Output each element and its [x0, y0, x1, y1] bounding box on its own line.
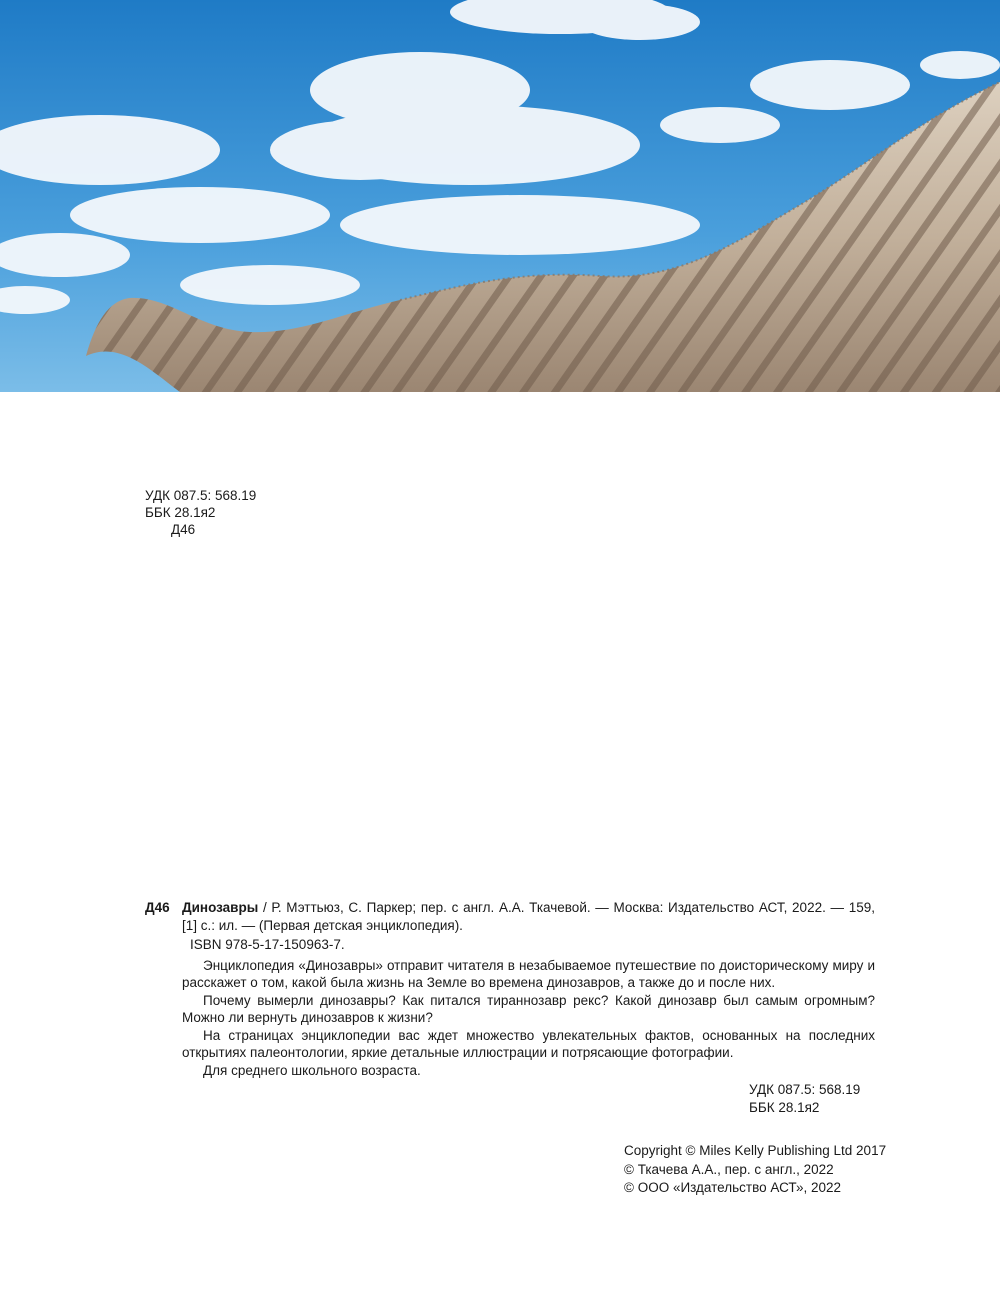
- header-banner-image: [0, 0, 1000, 392]
- audience-note: Для среднего школьного возраста.: [203, 1062, 421, 1078]
- annotation-paragraph: Энциклопедия «Динозавры» отправит читателя в незабываемое путешествие по доисторическому миру и расскажет о том, какой была жизнь на Земле во времена динозавров, а также до и после них.: [182, 957, 875, 990]
- annotation-paragraph: На страницах энциклопедии вас ждет множество увлекательных фактов, основанных на последних открытиях палеонтологии, яркие детальные иллюстрации и потрясающие фотографии.: [182, 1027, 875, 1060]
- annotation-paragraph: Почему вымерли динозавры? Как питался тираннозавр рекс? Какой динозавр был самым огромным? Можно ли вернуть динозавров к жизни?: [182, 992, 875, 1025]
- udk-code: УДК 087.5: 568.19: [145, 488, 257, 503]
- copyright-line: © ООО «Издательство АСТ», 2022: [624, 1180, 842, 1195]
- book-description: / Р. Мэттьюз, С. Паркер; пер. с англ. А.А. Ткачевой. — Москва: Издательство АСТ, 2022. — 159, [1] с.: ил. — (Первая детская энциклопедия).: [182, 900, 875, 933]
- catalog-codes-bottom: [749, 1081, 860, 1117]
- copyright-line: © Ткачева А.А., пер. с англ., 2022: [624, 1161, 834, 1177]
- author-mark: Д46: [171, 522, 196, 537]
- bibliographic-record: [145, 899, 875, 1079]
- copyright-block: [624, 1142, 886, 1198]
- sky-dinosaur-illustration: [0, 0, 1000, 392]
- book-title: Динозавры: [182, 900, 259, 915]
- copyright-line: Copyright © Miles Kelly Publishing Ltd 2017: [624, 1143, 887, 1158]
- record-entry: [182, 899, 875, 934]
- bbk-code: ББК 28.1я2: [749, 1100, 820, 1115]
- udk-code: УДК 087.5: 568.19: [749, 1082, 861, 1097]
- isbn: ISBN 978-5-17-150963-7.: [190, 937, 345, 952]
- catalog-codes-top: [145, 487, 256, 538]
- bbk-code: ББК 28.1я2: [145, 505, 216, 520]
- record-author-mark: Д46: [145, 900, 170, 915]
